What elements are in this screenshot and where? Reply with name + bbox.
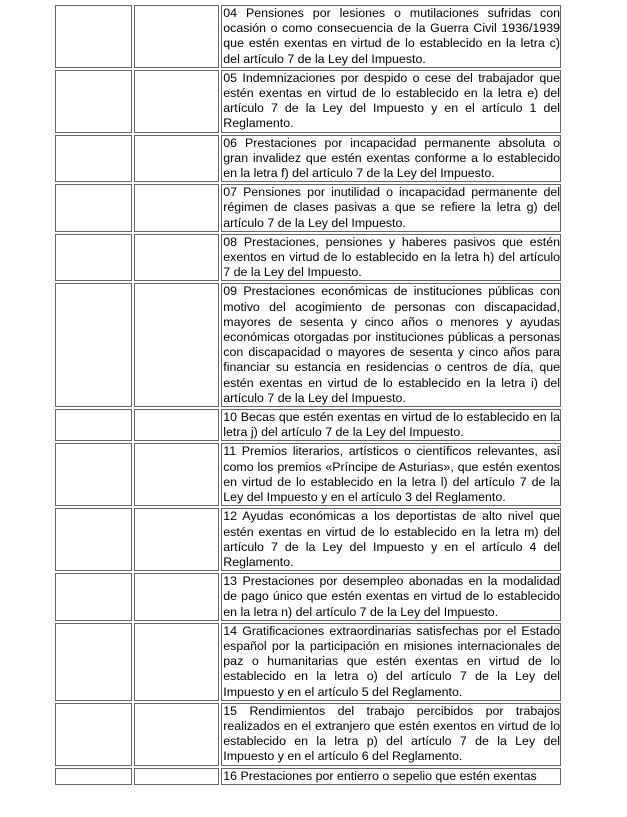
empty-cell [55, 283, 132, 407]
empty-cell [55, 443, 132, 506]
description-cell [221, 573, 561, 621]
row-text: 16 Prestaciones por entierro o sepelio que estén exentas [223, 768, 537, 783]
empty-cell [55, 135, 132, 183]
description-cell [221, 135, 561, 183]
table-row [55, 70, 561, 133]
row-text: 13 Prestaciones por desempleo abonadas en la modalidad de pago único que estén exentas en virtud de lo establecido en la letra n) del artículo 7 de la Ley del Impuesto. [223, 574, 560, 619]
empty-cell [134, 508, 220, 571]
empty-cell [134, 443, 220, 506]
row-text: 04 Pensiones por lesiones o mutilaciones sufridas con ocasión o como consecuencia de la Guerra Civil 1936/1939 que estén exentas en virtud de lo establecido en la letra c) del artículo 7 de la Ley del Impuesto. [223, 6, 560, 66]
description-cell [221, 508, 561, 571]
row-text: 12 Ayudas económicas a los deportistas de alto nivel que estén exentas en virtud de lo establecido en la letra m) del artículo 7 de la Ley del Impuesto y en el artículo 4 del Reglamento. [223, 509, 560, 569]
description-cell [221, 409, 561, 441]
row-text: 09 Prestaciones económicas de instituciones públicas con motivo del acogimiento de personas con discapacidad, mayores de sesenta y cinco años o menores y ayudas económicas otorgadas por instituciones públicas a personas con discapacidad o mayores de sesenta y cinco años para financiar su estancia en residencias o centros de día, que estén exentas en virtud de lo establecido en la letra i) del artículo 7 de la Ley del Impuesto. [223, 284, 560, 405]
table-row [55, 508, 561, 571]
empty-cell [55, 5, 132, 68]
empty-cell [134, 768, 220, 785]
empty-cell [55, 768, 132, 785]
table-row [55, 768, 561, 785]
empty-cell [134, 135, 220, 183]
description-cell [221, 703, 561, 766]
empty-cell [55, 409, 132, 441]
empty-cell [55, 184, 132, 232]
exemptions-table [53, 3, 563, 787]
empty-cell [134, 623, 220, 701]
table-row [55, 623, 561, 701]
description-cell [221, 768, 561, 785]
table-row [55, 184, 561, 232]
empty-cell [134, 409, 220, 441]
description-cell [221, 283, 561, 407]
row-text: 11 Premios literarios, artísticos o científicos relevantes, así como los premios «Príncipe de Asturias», que estén exentos en virtud de lo establecido en la letra l) del artículo 7 de la Ley del Impuesto y en el artículo 3 del Reglamento. [223, 444, 560, 505]
row-text: 08 Prestaciones, pensiones y haberes pasivos que estén exentos en virtud de lo establecido en la letra h) del artículo 7 de la Ley del Impuesto. [223, 234, 560, 280]
description-cell [221, 443, 561, 506]
empty-cell [134, 5, 220, 68]
table-row [55, 409, 561, 441]
empty-cell [55, 703, 132, 766]
empty-cell [55, 623, 132, 701]
row-text: 14 Gratificaciones extraordinarias satisfechas por el Estado español por la participación en misiones internacionales de paz o humanitarias que estén exentas en virtud de lo establecido en la letra o) del artículo 7 de la Ley del Impuesto y en el artículo 5 del Reglamento. [223, 623, 560, 699]
description-cell [221, 234, 561, 282]
empty-cell [55, 70, 132, 133]
table-row [55, 234, 561, 282]
empty-cell [55, 508, 132, 571]
description-cell [221, 184, 561, 232]
empty-cell [55, 234, 132, 282]
description-cell [221, 5, 561, 68]
empty-cell [134, 703, 220, 766]
empty-cell [134, 234, 220, 282]
empty-cell [134, 283, 220, 407]
empty-cell [134, 573, 220, 621]
row-text: 06 Prestaciones por incapacidad permanente absoluta o gran invalidez que estén exentas conforme a lo establecido en la letra f) del artículo 7 de la Ley del Impuesto. [223, 135, 560, 181]
empty-cell [55, 573, 132, 621]
description-cell [221, 70, 561, 133]
table-row [55, 573, 561, 621]
table-row [55, 5, 561, 68]
table-row [55, 443, 561, 506]
row-text: 07 Pensiones por inutilidad o incapacidad permanente del régimen de clases pasivas a que se refiere la letra g) del artículo 7 de la Ley del Impuesto. [223, 185, 560, 230]
row-text: 15 Rendimientos del trabajo percibidos por trabajos realizados en el extranjero que estén exentos en virtud de lo establecido en la letra p) del artículo 7 de la Ley del Impuesto y en el artículo 6 del Reglamento. [223, 703, 560, 764]
row-text: 10 Becas que estén exentas en virtud de lo establecido en la letra j) del artículo 7 de la Ley del Impuesto. [223, 410, 560, 440]
table-row [55, 283, 561, 407]
description-cell [221, 623, 561, 701]
empty-cell [134, 70, 220, 133]
empty-cell [134, 184, 220, 232]
table-row [55, 135, 561, 183]
table-row [55, 703, 561, 766]
row-text: 05 Indemnizaciones por despido o cese del trabajador que estén exentas en virtud de lo establecido en la letra e) del artículo 7 de la Ley del Impuesto y en el artículo 1 del Reglamento. [223, 70, 560, 131]
